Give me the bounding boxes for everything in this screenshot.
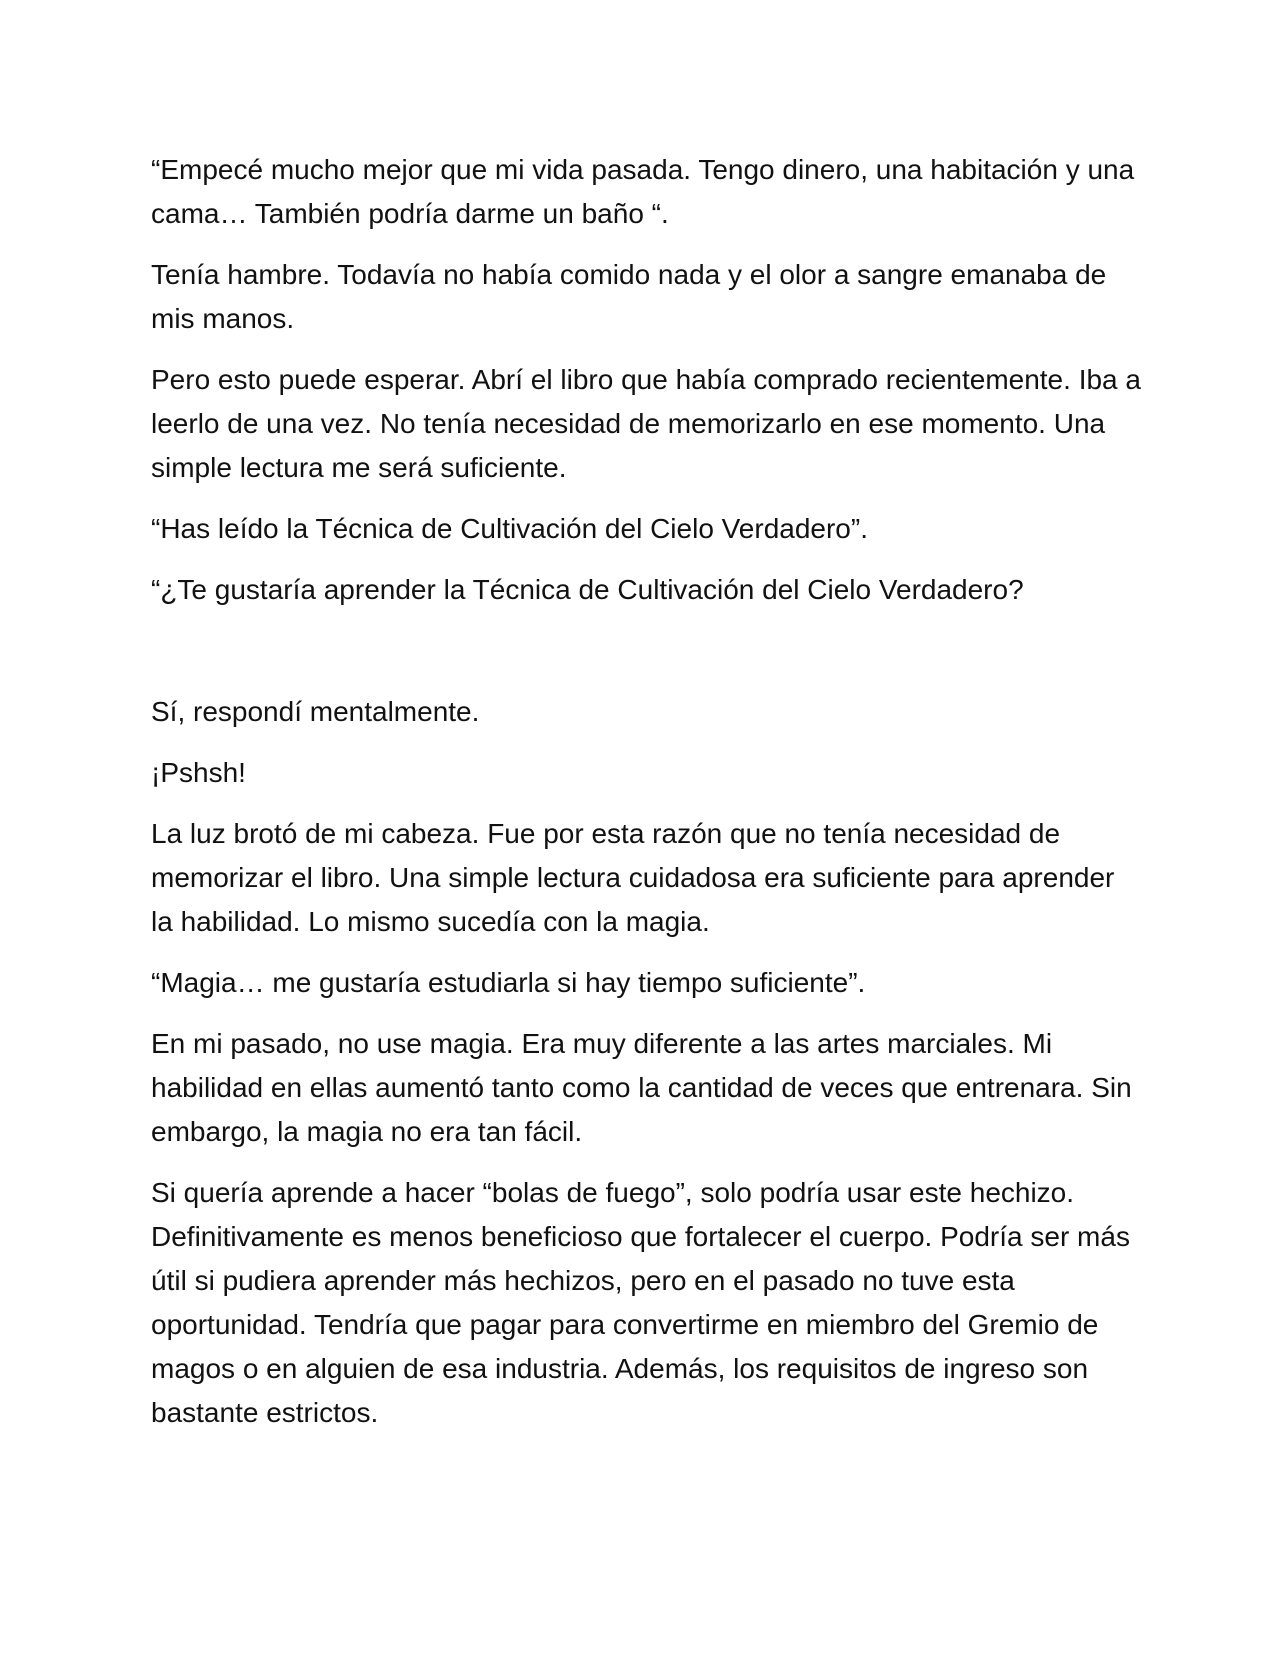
paragraph: ¡Pshsh! (151, 757, 246, 788)
paragraph: Si quería aprende a hacer “bolas de fuego”, solo podría usar este hechizo. Definitivamente es menos beneficioso que fortalecer el cuerpo. Podría ser más útil si pudiera aprender más hechizos, pero en el pasado no tuve esta oportunidad. Tendría que pagar para convertirme en miembro del Gremio de magos o en alguien de esa industria. Además, los requisitos de ingreso son bastante estrictos. (151, 1177, 1130, 1428)
document-body (151, 148, 1141, 1452)
paragraph: “Magia… me gustaría estudiarla si hay tiempo suficiente”. (151, 967, 866, 998)
paragraph: En mi pasado, no use magia. Era muy diferente a las artes marciales. Mi habilidad en ellas aumentó tanto como la cantidad de veces que entrenara. Sin embargo, la magia no era tan fácil. (151, 1028, 1132, 1147)
paragraph: “Has leído la Técnica de Cultivación del Cielo Verdadero”. (151, 513, 868, 544)
paragraph: Tenía hambre. Todavía no había comido nada y el olor a sangre emanaba de mis manos. (151, 259, 1107, 334)
paragraph: “Empecé mucho mejor que mi vida pasada. Tengo dinero, una habitación y una cama… También podría darme un baño “. (151, 154, 1135, 229)
paragraph: “¿Te gustaría aprender la Técnica de Cultivación del Cielo Verdadero? (151, 574, 1024, 605)
paragraph: Sí, respondí mentalmente. (151, 696, 480, 727)
paragraph: Pero esto puede esperar. Abrí el libro que había comprado recientemente. Iba a leerlo de una vez. No tenía necesidad de memorizarlo en ese momento. Una simple lectura me será suficiente. (151, 364, 1141, 483)
blank-gap (151, 629, 1141, 690)
paragraph: La luz brotó de mi cabeza. Fue por esta razón que no tenía necesidad de memorizar el libro. Una simple lectura cuidadosa era suficiente para aprender la habilidad. Lo mismo sucedía con la magia. (151, 818, 1115, 937)
